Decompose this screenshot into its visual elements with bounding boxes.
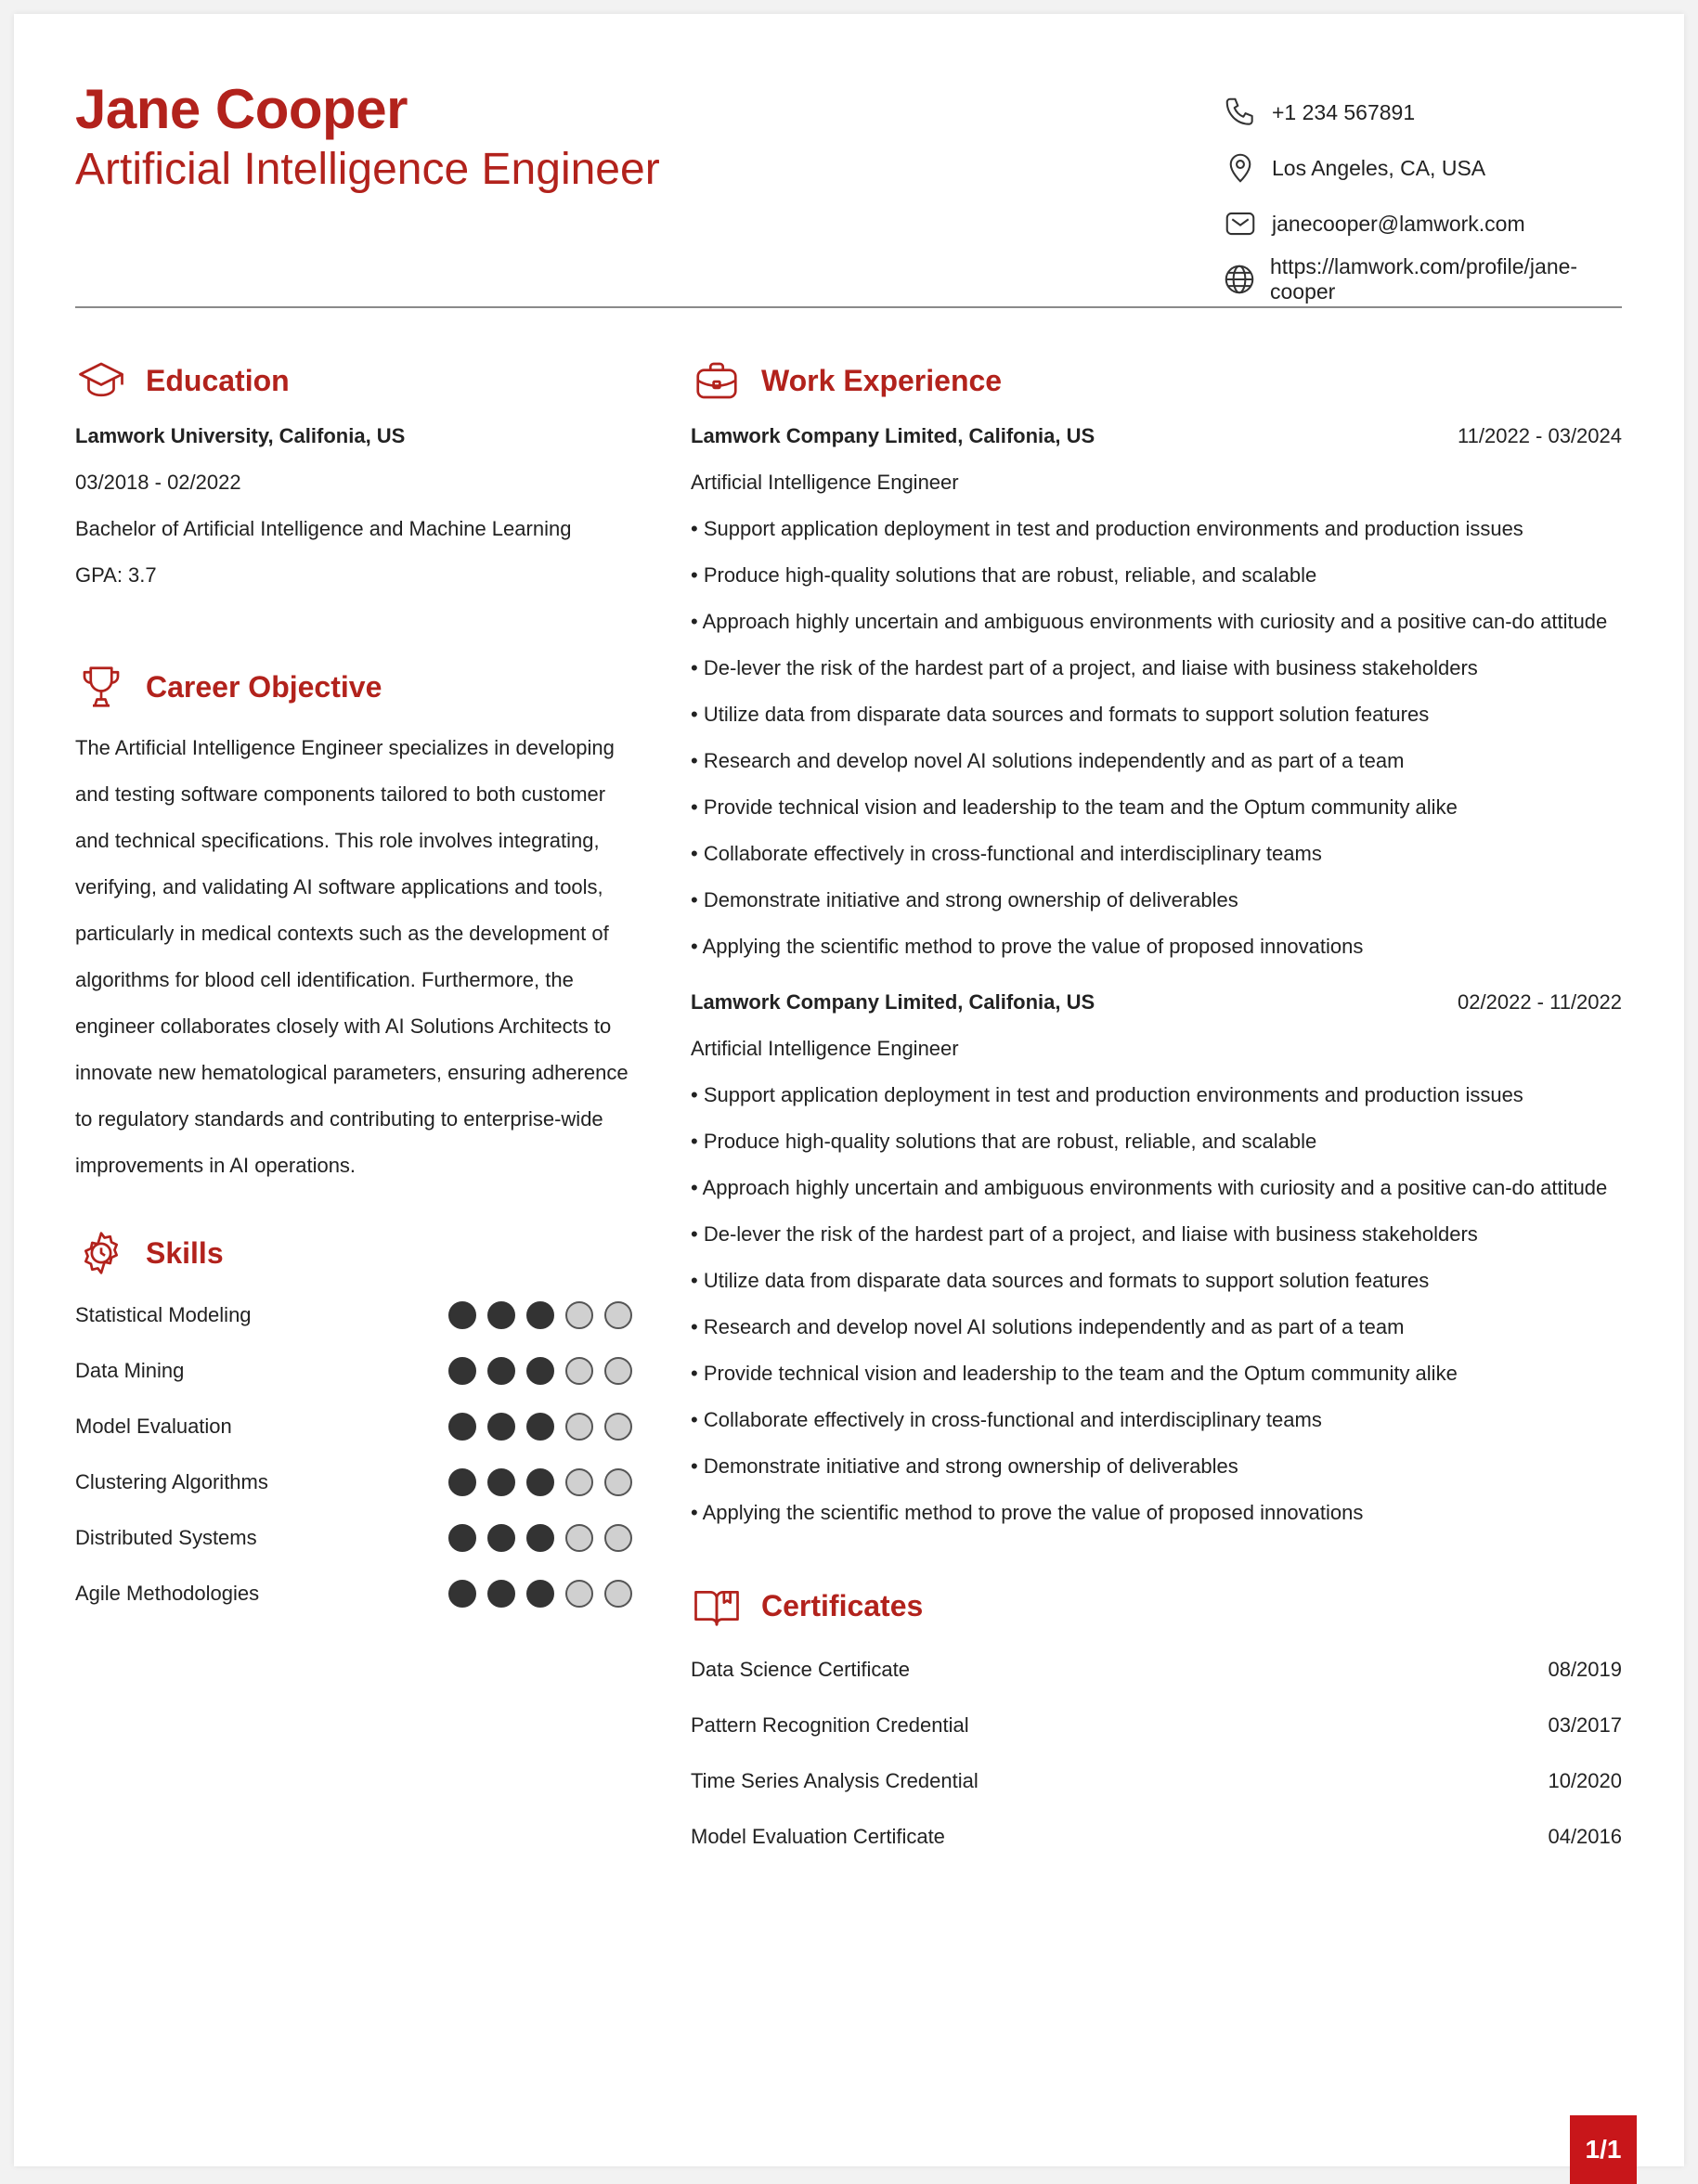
certificate-row: [691, 1698, 1622, 1753]
phone-icon: [1222, 94, 1259, 131]
skill-rating: [448, 1357, 632, 1385]
email-icon: [1222, 205, 1259, 242]
job-bullet: • Utilize data from disparate data sources and formats to support solution features: [691, 703, 1430, 726]
certificate-row: [691, 1809, 1622, 1865]
objective-section: [75, 654, 632, 1189]
certificate-row: [691, 1642, 1622, 1698]
work-section: [691, 348, 1622, 1536]
certificate-name: Model Evaluation Certificate: [691, 1825, 945, 1848]
briefcase-icon: [691, 355, 743, 407]
education-dates: 03/2018 - 02/2022: [75, 471, 241, 494]
contact-phone: [1222, 84, 1622, 140]
job-bullet: • De-lever the risk of the hardest part of a project, and liaise with business stakeholders: [691, 1222, 1478, 1246]
job-bullet: • Collaborate effectively in cross-functional and interdisciplinary teams: [691, 1408, 1322, 1431]
website-text[interactable]: https://lamwork.com/profile/jane-cooper: [1270, 254, 1578, 304]
rating-dot-filled: [526, 1524, 554, 1552]
candidate-title: Artificial Intelligence Engineer: [75, 145, 660, 194]
work-heading: [691, 348, 1622, 413]
certificate-name: Pattern Recognition Credential: [691, 1713, 969, 1737]
rating-dot-filled: [526, 1580, 554, 1608]
certificate-name: Time Series Analysis Credential: [691, 1769, 979, 1792]
page-indicator: 1/1: [1570, 2115, 1637, 2184]
job-bullet: • Demonstrate initiative and strong ownership of deliverables: [691, 888, 1238, 911]
skill-row: [75, 1343, 632, 1399]
rating-dot-empty: [565, 1524, 593, 1552]
skill-row: [75, 1566, 632, 1622]
rating-dot-filled: [448, 1524, 476, 1552]
job-bullet: • Support application deployment in test and production environments and production issues: [691, 517, 1523, 540]
rating-dot-empty: [604, 1301, 632, 1329]
skills-list: [75, 1287, 632, 1622]
trophy-icon: [75, 661, 127, 713]
contact-email: [1222, 196, 1622, 252]
job-role: Artificial Intelligence Engineer: [691, 471, 959, 494]
job-company: Lamwork Company Limited, Califonia, US: [691, 424, 1095, 447]
rating-dot-filled: [526, 1468, 554, 1496]
rating-dot-filled: [448, 1357, 476, 1385]
certificate-date: 04/2016: [1548, 1825, 1622, 1848]
work-title: Work Experience: [761, 363, 1003, 397]
rating-dot-empty: [604, 1580, 632, 1608]
globe-icon: [1222, 261, 1257, 298]
job-bullet: • Support application deployment in test and production environments and production issues: [691, 1083, 1523, 1106]
skill-rating: [448, 1413, 632, 1441]
skill-rating: [448, 1580, 632, 1608]
objective-text: The Artificial Intelligence Engineer specializes in developing and testing software components tailored to both customer and technical specifications. This role involves integrating, verifying, and validating AI software applications and tools, particularly in medical contexts such as the development of algorithms for blood cell identification. Furthermore, the engineer collaborates closely with AI Solutions Architects to innovate new hematological parameters, ensuring adherence to regulatory standards and contributing to enterprise-wide improvements in AI operations.: [75, 736, 629, 1177]
education-school: Lamwork University, Califonia, US: [75, 424, 406, 447]
job-entry: [691, 413, 1622, 970]
email-text[interactable]: janecooper@lamwork.com: [1272, 211, 1525, 236]
skills-title: Skills: [146, 1235, 224, 1270]
job-bullet: • Research and develop novel AI solutions independently and as part of a team: [691, 1315, 1405, 1338]
job-bullet: • Approach highly uncertain and ambiguous environments with curiosity and a positive can-do attitude: [691, 1176, 1608, 1199]
education-heading: [75, 348, 632, 413]
skills-heading: [75, 1221, 632, 1286]
location-icon: [1222, 149, 1259, 187]
rating-dot-empty: [565, 1357, 593, 1385]
job-bullet: • Approach highly uncertain and ambiguous environments with curiosity and a positive can-do attitude: [691, 610, 1608, 633]
open-book-icon: [691, 1580, 743, 1632]
rating-dot-empty: [565, 1580, 593, 1608]
location-text: Los Angeles, CA, USA: [1272, 155, 1486, 180]
resume-page: [14, 14, 1684, 2166]
skills-section: [75, 1221, 632, 1622]
job-bullet: • Provide technical vision and leadership to the team and the Optum community alike: [691, 795, 1458, 819]
certificate-date: 08/2019: [1548, 1658, 1622, 1681]
job-header: [691, 413, 1622, 459]
job-bullet: • Utilize data from disparate data sources and formats to support solution features: [691, 1269, 1430, 1292]
certificates-heading: [691, 1573, 1622, 1638]
left-column: [75, 348, 632, 1622]
certificates-title: Certificates: [761, 1588, 924, 1622]
objective-title: Career Objective: [146, 669, 382, 704]
job-entry: [691, 979, 1622, 1536]
skill-row: [75, 1287, 632, 1343]
rating-dot-filled: [448, 1301, 476, 1329]
job-bullet: • Collaborate effectively in cross-functional and interdisciplinary teams: [691, 842, 1322, 865]
skill-name: Distributed Systems: [75, 1526, 257, 1549]
job-bullet: • Applying the scientific method to prove the value of proposed innovations: [691, 1501, 1364, 1524]
rating-dot-empty: [565, 1413, 593, 1441]
gear-clock-icon: [75, 1227, 127, 1279]
education-gpa: GPA: 3.7: [75, 563, 157, 587]
certificate-name: Data Science Certificate: [691, 1658, 910, 1681]
job-bullet: • Produce high-quality solutions that are robust, reliable, and scalable: [691, 563, 1317, 587]
skill-name: Clustering Algorithms: [75, 1470, 268, 1493]
rating-dot-empty: [604, 1413, 632, 1441]
header-divider: [75, 306, 1622, 308]
job-dates: 02/2022 - 11/2022: [1458, 990, 1622, 1014]
rating-dot-filled: [526, 1301, 554, 1329]
job-bullet: • Provide technical vision and leadership to the team and the Optum community alike: [691, 1362, 1458, 1385]
rating-dot-filled: [448, 1580, 476, 1608]
education-section: [75, 348, 632, 599]
objective-heading: [75, 654, 632, 719]
job-role: Artificial Intelligence Engineer: [691, 1037, 959, 1060]
rating-dot-filled: [526, 1413, 554, 1441]
rating-dot-filled: [487, 1357, 515, 1385]
skill-rating: [448, 1524, 632, 1552]
rating-dot-empty: [565, 1468, 593, 1496]
skill-row: [75, 1454, 632, 1510]
job-company: Lamwork Company Limited, Califonia, US: [691, 990, 1095, 1014]
right-column: [691, 348, 1622, 1865]
certificate-list: [691, 1642, 1622, 1865]
rating-dot-empty: [604, 1357, 632, 1385]
contact-list: [1222, 84, 1622, 307]
skill-row: [75, 1510, 632, 1566]
rating-dot-filled: [448, 1468, 476, 1496]
phone-text: +1 234 567891: [1272, 99, 1416, 124]
skill-rating: [448, 1468, 632, 1496]
job-header: [691, 979, 1622, 1026]
skill-name: Data Mining: [75, 1359, 185, 1382]
job-dates: 11/2022 - 03/2024: [1458, 424, 1622, 447]
contact-location: [1222, 140, 1622, 196]
rating-dot-empty: [565, 1301, 593, 1329]
rating-dot-filled: [526, 1357, 554, 1385]
candidate-name: Jane Cooper: [75, 78, 408, 140]
job-list: [691, 413, 1622, 1536]
rating-dot-filled: [487, 1524, 515, 1552]
job-bullet: • Research and develop novel AI solutions independently and as part of a team: [691, 749, 1405, 772]
certificates-section: [691, 1573, 1622, 1865]
skill-row: [75, 1399, 632, 1454]
certificate-date: 10/2020: [1548, 1769, 1622, 1792]
rating-dot-filled: [487, 1580, 515, 1608]
contact-website: [1222, 252, 1622, 307]
skill-rating: [448, 1301, 632, 1329]
job-bullet: • De-lever the risk of the hardest part of a project, and liaise with business stakeholders: [691, 656, 1478, 679]
skill-name: Statistical Modeling: [75, 1303, 252, 1326]
rating-dot-filled: [487, 1301, 515, 1329]
rating-dot-filled: [448, 1413, 476, 1441]
job-bullet: • Demonstrate initiative and strong ownership of deliverables: [691, 1454, 1238, 1478]
rating-dot-filled: [487, 1468, 515, 1496]
rating-dot-empty: [604, 1468, 632, 1496]
certificate-date: 03/2017: [1548, 1713, 1622, 1737]
rating-dot-filled: [487, 1413, 515, 1441]
job-bullet: • Produce high-quality solutions that are robust, reliable, and scalable: [691, 1130, 1317, 1153]
certificate-row: [691, 1753, 1622, 1809]
education-title: Education: [146, 363, 290, 397]
skill-name: Agile Methodologies: [75, 1582, 260, 1605]
graduation-cap-icon: [75, 355, 127, 407]
resume-header: [75, 70, 1622, 307]
rating-dot-empty: [604, 1524, 632, 1552]
skill-name: Model Evaluation: [75, 1415, 232, 1438]
education-degree: Bachelor of Artificial Intelligence and Machine Learning: [75, 517, 572, 540]
job-bullet: • Applying the scientific method to prove the value of proposed innovations: [691, 935, 1364, 958]
